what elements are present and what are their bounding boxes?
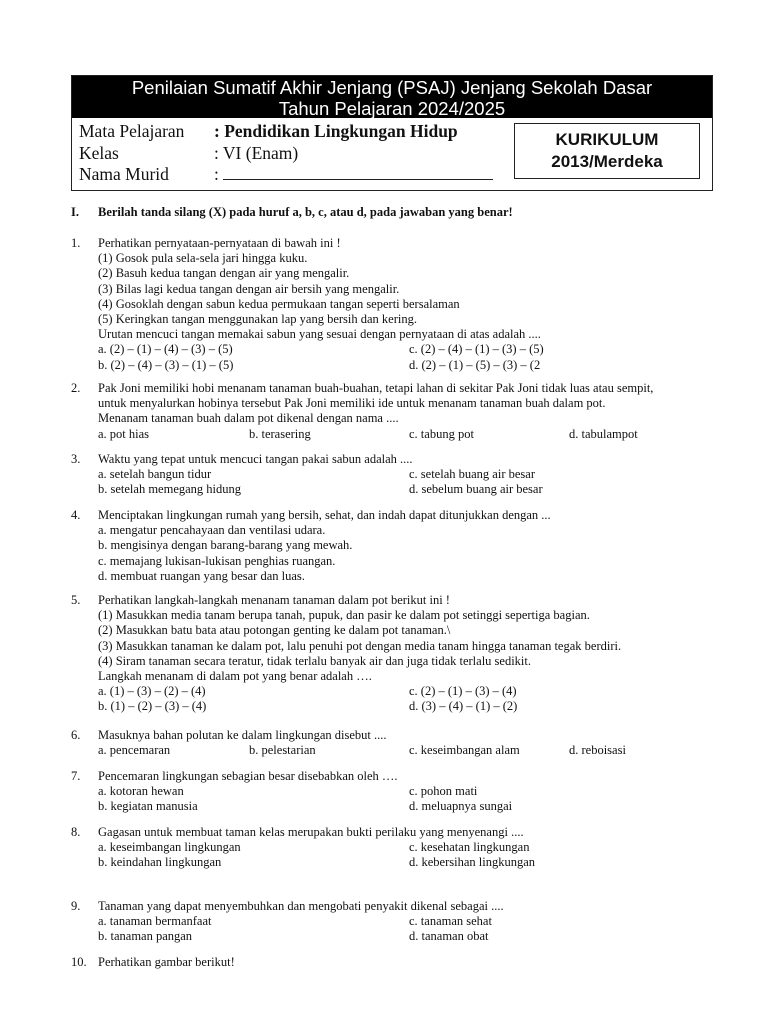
label-student-name: Nama Murid xyxy=(79,164,169,184)
question-number: 9. xyxy=(71,899,81,913)
question-text: untuk menyalurkan hobinya tersebut Pak Joni memiliki ide untuk menanam tanaman buah dalam pot. xyxy=(98,396,606,411)
statement-item: (2) Basuh kedua tangan dengan air yang mengalir. xyxy=(98,266,350,281)
answer-options xyxy=(98,427,721,442)
info-area xyxy=(72,118,712,192)
title-bar xyxy=(72,76,712,118)
option-a[interactable]: a. mengatur pencahayaan dan ventilasi udara. xyxy=(98,523,326,538)
statement-item: (4) Gosoklah dengan sabun kedua permukaan tangan seperti bersalaman xyxy=(98,296,460,311)
question-number: 3. xyxy=(71,452,81,466)
class-value: : VI (Enam) xyxy=(214,142,299,163)
question-9 xyxy=(71,899,721,945)
info-labels xyxy=(79,121,184,186)
answer-options xyxy=(98,914,721,944)
option-b[interactable]: b. mengisinya dengan barang-barang yang mewah. xyxy=(98,538,353,553)
label-subject: Mata Pelajaran xyxy=(79,121,185,141)
option-a[interactable]: a. kotoran hewan xyxy=(98,784,184,799)
option-d[interactable]: d. membuat ruangan yang besar dan luas. xyxy=(98,568,305,583)
option-d[interactable]: d. (2) – (1) – (5) – (3) – (2 xyxy=(409,357,541,372)
question-number: 1. xyxy=(71,236,81,250)
question-text: Gagasan untuk membuat taman kelas merupakan bukti perilaku yang menyenangi .... xyxy=(98,825,524,839)
step-item: (2) Masukkan batu bata atau potongan genting ke dalam pot tanaman.\ xyxy=(98,623,451,638)
question-number: 4. xyxy=(71,508,81,522)
question-3 xyxy=(71,452,721,498)
info-values xyxy=(214,121,493,186)
option-a[interactable]: a. pot hias xyxy=(98,426,150,441)
answer-options xyxy=(98,743,721,758)
curriculum-box xyxy=(514,123,700,179)
label-class: Kelas xyxy=(79,142,119,163)
student-name-row xyxy=(214,164,493,186)
answer-options xyxy=(98,684,721,714)
statement-item: (5) Keringkan tangan menggunakan lap yang bersih dan kering. xyxy=(98,312,417,327)
answer-options xyxy=(98,840,721,870)
question-text: Pak Joni memiliki hobi menanam tanaman buah-buahan, tetapi lahan di sekitar Pak Joni tidak luas atau sempit, xyxy=(98,381,654,395)
option-c[interactable]: c. kesehatan lingkungan xyxy=(409,840,530,855)
step-item: (4) Siram tanaman secara teratur, tidak terlalu banyak air dan juga tidak terlalu sedikit. xyxy=(98,653,532,668)
option-a[interactable]: a. pencemaran xyxy=(98,743,171,758)
question-text: Masuknya bahan polutan ke dalam lingkungan disebut .... xyxy=(98,728,387,742)
question-number: 6. xyxy=(71,728,81,742)
option-d[interactable]: d. meluapnya sungai xyxy=(409,799,513,814)
question-number: 2. xyxy=(71,381,81,395)
step-item: (3) Masukkan tanaman ke dalam pot, lalu penuhi pot dengan media tanam hingga tanaman tegak berdiri. xyxy=(98,638,622,653)
option-d[interactable]: d. kebersihan lingkungan xyxy=(409,855,536,870)
option-b[interactable]: b. terasering xyxy=(249,426,311,441)
exam-title: Penilaian Sumatif Akhir Jenjang (PSAJ) Jenjang Sekolah Dasar xyxy=(131,77,653,98)
question-text: Tanaman yang dapat menyembuhkan dan mengobati penyakit dikenal sebagai .... xyxy=(98,899,504,913)
question-10 xyxy=(71,955,721,970)
option-a[interactable]: a. setelah bangun tidur xyxy=(98,467,212,482)
option-c[interactable]: c. tabung pot xyxy=(409,426,474,441)
option-b[interactable]: b. pelestarian xyxy=(249,743,316,758)
answer-options xyxy=(98,467,721,497)
question-number: 7. xyxy=(71,769,81,783)
student-name-colon: : xyxy=(214,164,219,184)
question-prompt: Langkah menanam di dalam pot yang benar adalah …. xyxy=(98,669,372,684)
option-c[interactable]: c. (2) – (1) – (3) – (4) xyxy=(409,684,517,699)
question-7 xyxy=(71,769,721,815)
question-prompt: Urutan mencuci tangan memakai sabun yang sesuai dengan pernyataan di atas adalah .... xyxy=(98,327,541,342)
option-c[interactable]: c. setelah buang air besar xyxy=(409,467,535,482)
option-c[interactable]: c. keseimbangan alam xyxy=(409,743,520,758)
option-c[interactable]: c. memajang lukisan-lukisan penghias ruangan. xyxy=(98,553,336,568)
question-text: Perhatikan pernyataan-pernyataan di bawah ini ! xyxy=(98,236,341,250)
option-d[interactable]: d. sebelum buang air besar xyxy=(409,482,543,497)
option-b[interactable]: b. (2) – (4) – (3) – (1) – (5) xyxy=(98,357,234,372)
answer-options xyxy=(98,342,721,372)
question-text: Perhatikan langkah-langkah menanam tanaman dalam pot berikut ini ! xyxy=(98,593,450,607)
option-b[interactable]: b. kegiatan manusia xyxy=(98,799,198,814)
academic-year: Tahun Pelajaran 2024/2025 xyxy=(278,98,506,119)
question-number: 5. xyxy=(71,593,81,607)
option-a[interactable]: a. tanaman bermanfaat xyxy=(98,914,212,929)
curriculum-label: KURIKULUM xyxy=(555,130,659,149)
option-b[interactable]: b. (1) – (2) – (3) – (4) xyxy=(98,699,207,714)
question-text: Perhatikan gambar berikut! xyxy=(98,955,235,969)
section-number: I. xyxy=(71,205,79,219)
question-6 xyxy=(71,728,721,758)
question-1 xyxy=(71,236,721,373)
student-name-blank[interactable] xyxy=(223,165,493,180)
question-text: Waktu yang tepat untuk mencuci tangan pakai sabun adalah .... xyxy=(98,452,413,466)
option-c[interactable]: c. tanaman sehat xyxy=(409,914,492,929)
step-item: (1) Masukkan media tanam berupa tanah, pupuk, dan pasir ke dalam pot setinggi sepertiga bagian. xyxy=(98,608,590,623)
option-c[interactable]: c. pohon mati xyxy=(409,784,478,799)
option-d[interactable]: d. reboisasi xyxy=(569,743,626,758)
option-b[interactable]: b. keindahan lingkungan xyxy=(98,855,222,870)
option-a[interactable]: a. (2) – (1) – (4) – (3) – (5) xyxy=(98,342,233,357)
curriculum-version: 2013/Merdeka xyxy=(551,152,663,171)
question-number: 10. xyxy=(71,955,87,969)
option-d[interactable]: d. tabulampot xyxy=(569,426,638,441)
question-text: Pencemaran lingkungan sebagian besar disebabkan oleh …. xyxy=(98,769,398,783)
question-text: Menanam tanaman buah dalam pot dikenal dengan nama .... xyxy=(98,411,399,426)
question-8 xyxy=(71,825,721,871)
statement-item: (3) Bilas lagi kedua tangan dengan air bersih yang mengalir. xyxy=(98,281,400,296)
statement-item: (1) Gosok pula sela-sela jari hingga kuku. xyxy=(98,251,308,266)
option-a[interactable]: a. (1) – (3) – (2) – (4) xyxy=(98,684,206,699)
section-instruction xyxy=(71,205,513,220)
option-d[interactable]: d. (3) – (4) – (1) – (2) xyxy=(409,699,518,714)
answer-options xyxy=(98,784,721,814)
question-text: Menciptakan lingkungan rumah yang bersih, sehat, dan indah dapat ditunjukkan dengan ... xyxy=(98,508,551,522)
subject-value: : Pendidikan Lingkungan Hidup xyxy=(214,121,458,141)
question-5 xyxy=(71,593,721,715)
option-b[interactable]: b. setelah memegang hidung xyxy=(98,482,242,497)
option-a[interactable]: a. keseimbangan lingkungan xyxy=(98,840,241,855)
question-4 xyxy=(71,508,721,584)
question-2 xyxy=(71,381,721,442)
option-b[interactable]: b. tanaman pangan xyxy=(98,929,193,944)
option-c[interactable]: c. (2) – (4) – (1) – (3) – (5) xyxy=(409,342,544,357)
header-box xyxy=(71,75,713,191)
question-number: 8. xyxy=(71,825,81,839)
section-text: Berilah tanda silang (X) pada huruf a, b, c, atau d, pada jawaban yang benar! xyxy=(98,205,513,219)
option-d[interactable]: d. tanaman obat xyxy=(409,929,489,944)
